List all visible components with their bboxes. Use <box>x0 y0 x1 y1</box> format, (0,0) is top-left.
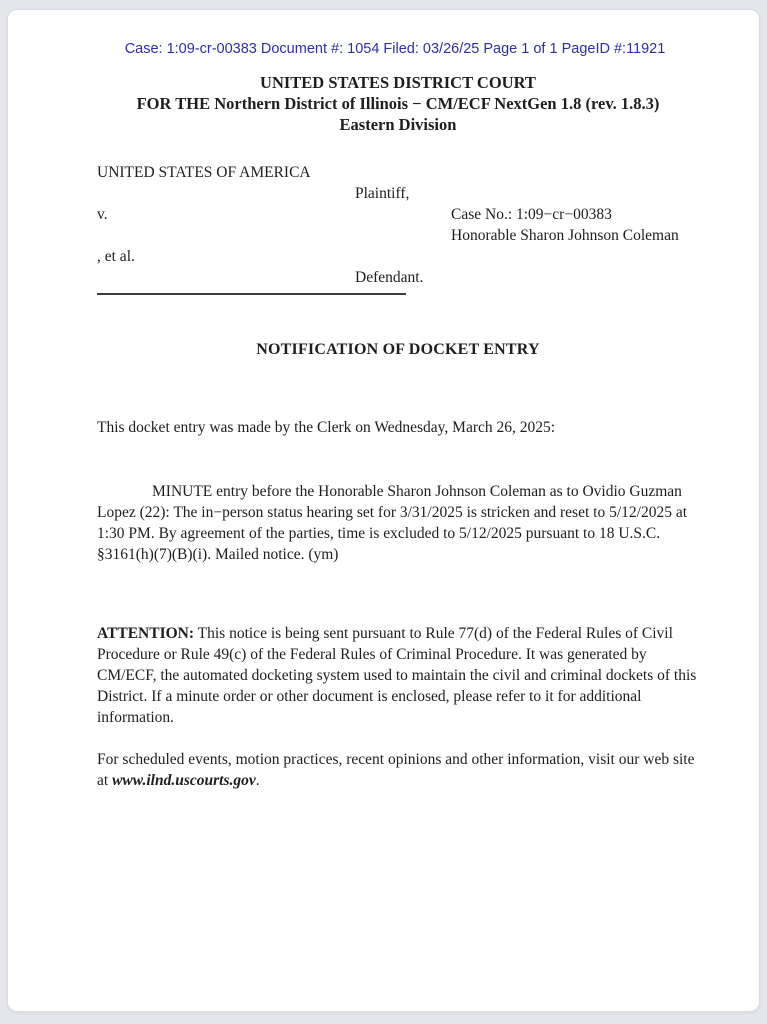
attention-label: ATTENTION: <box>97 625 195 642</box>
court-website-text: www.ilnd.uscourts.gov <box>112 772 256 789</box>
plaintiff-role: Plaintiff, <box>355 185 410 202</box>
case-caption <box>97 162 699 295</box>
notice-title: NOTIFICATION OF DOCKET ENTRY <box>256 341 540 358</box>
court-heading-line3: Eastern Division <box>339 115 457 134</box>
footer-paragraph <box>97 749 699 791</box>
plaintiff-name: UNITED STATES OF AMERICA <box>97 164 311 181</box>
attention-body: This notice is being sent pursuant to Rule 77(d) of the Federal Rules of Civil Procedure or Rule 49(c) of the Federal Rules of Criminal Procedure. It was generated by CM/ECF, the automated docketing system used to maintain the civil and criminal dockets of this District. If a minute order or other document is enclosed, please refer to it for additional information. <box>97 625 697 726</box>
defendant-name: , et al. <box>97 248 135 265</box>
versus-row <box>97 204 699 246</box>
court-heading-line1: UNITED STATES DISTRICT COURT <box>260 73 536 92</box>
judge-name: Honorable Sharon Johnson Coleman <box>451 227 679 244</box>
footer-text: For scheduled events, motion practices, recent opinions and other information, visit our web site at <box>97 751 695 789</box>
attention-paragraph <box>97 623 699 728</box>
case-number: Case No.: 1:09−cr−00383 <box>451 206 612 223</box>
minute-entry-paragraph: MINUTE entry before the Honorable Sharon Johnson Coleman as to Ovidio Guzman Lopez (22): The in−person status hearing set for 3/31/2025 is stricken and reset to 5/12/2025 at 1:30 PM. By agreement of the parties, time is excluded to 5/12/2025 pursuant to 18 U.S.C. §3161(h)(7)(B)(i). Mailed notice. (ym) <box>97 483 688 563</box>
defendant-role: Defendant. <box>355 269 424 286</box>
court-heading-line2: FOR THE Northern District of Illinois − CM/ECF NextGen 1.8 (rev. 1.8.3) <box>136 94 660 113</box>
court-heading <box>97 72 699 135</box>
ecf-case-stamp: Case: 1:09-cr-00383 Document #: 1054 Filed: 03/26/25 Page 1 of 1 PageID #:11921 <box>124 41 666 57</box>
versus-label: v. <box>97 206 108 223</box>
pdf-page <box>7 9 760 1012</box>
clerk-entry-line: This docket entry was made by the Clerk on Wednesday, March 26, 2025: <box>97 419 556 436</box>
case-info <box>451 204 679 246</box>
document-content <box>8 10 759 791</box>
caption-divider-line <box>97 293 406 295</box>
footer-period: . <box>255 772 260 789</box>
